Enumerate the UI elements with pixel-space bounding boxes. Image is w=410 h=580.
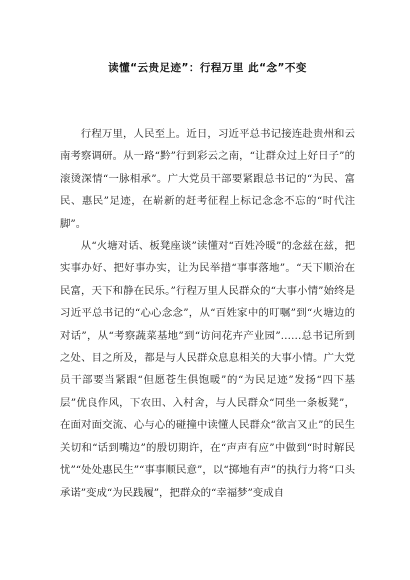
paragraph-2: 从“火塘对话、板凳座谈”读懂对“百姓冷暖”的念兹在兹，把实事办好、把好事办实，让为民举措“事事落地”。“天下顺治在民富，天下和静在民乐。”行程万里人民群众的“大事小情”始终是习近平总书记的“心心念念”，从“百姓家中的叮嘱”到“火塘边的对话”，从“考察蔬菜基地”到“访问花卉产业园”……总书记所到之处、目之所及，都是与人民群众息息相关的大事小情。广大党员干部要当紧跟“但愿苍生俱饱暖”的“为民足迹”发扬“四下基层”优良作风，下农田、入村舍，与人民群众“同坐一条板凳”，在面对面交流、心与心的碰撞中读懂人民群众“欲言又止”的民生关切和“话到嘴边”的殷切期许，在“声声有应”中做到“时时解民忧”“处处惠民生”“事事顺民意”，以“掷地有声”的执行力将“口头承诺”变成“为民践履”，把群众的“幸福梦”变成自 [60, 240, 355, 499]
document-body [60, 123, 355, 504]
paragraph-1: 行程万里，人民至上。近日，习近平总书记接连赴贵州和云南考察调研。从一路“黔”行到彩云之南，“让群众过上好日子”的滚烫深情“一脉相承”。广大党员干部要紧跟总书记的“为民、富民、惠民”足迹，在崭新的赶考征程上标记念念不忘的“时代注脚”。 [60, 128, 355, 230]
document-title: 读懂“云贵足迹”：行程万里 此“念”不变 [108, 62, 307, 74]
